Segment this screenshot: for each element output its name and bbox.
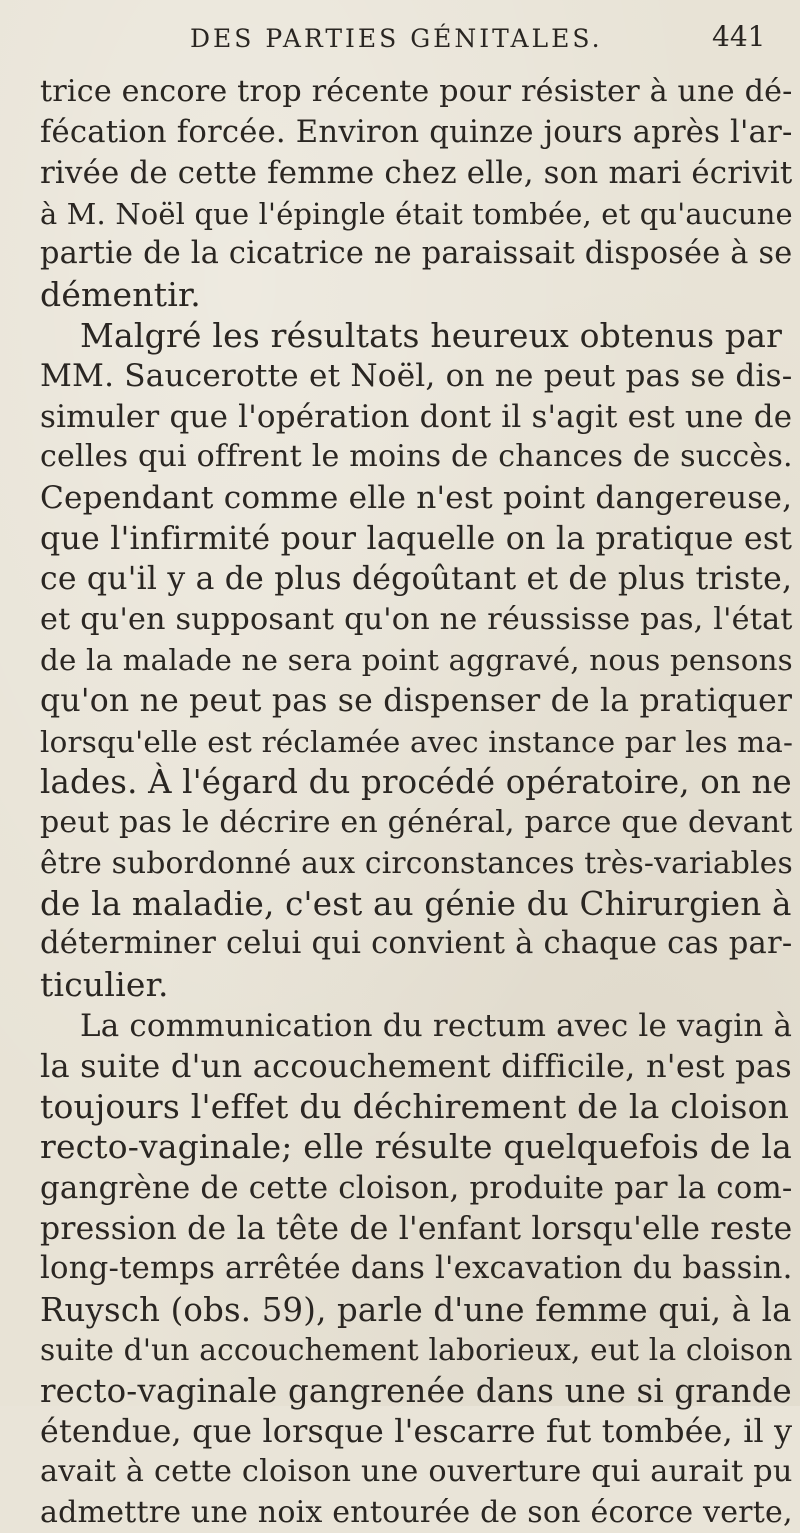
text-line: déterminer celui qui convient à chaque cas par- (40, 926, 793, 962)
text-line: la suite d'un accouchement difficile, n'est pas (40, 1047, 792, 1086)
text-line: et qu'en supposant qu'on ne réussisse pas, l'état (40, 601, 793, 637)
paragraph-start-line: La communication du rectum avec le vagin à (80, 1007, 793, 1044)
paragraph-start-line: Malgré les résultats heureux obtenus par (80, 315, 783, 355)
text-line: long-temps arrêtée dans l'excavation du bassin. (40, 1251, 793, 1287)
text-line: admettre une noix entourée de son écorce verte, (40, 1494, 793, 1530)
text-line: gangrène de cette cloison, produite par la com- (40, 1170, 793, 1207)
text-line: de la maladie, c'est au génie du Chirurgien à (40, 884, 792, 923)
running-head (0, 20, 800, 60)
text-line: rivée de cette femme chez elle, son mari écrivit (40, 155, 793, 192)
text-line: recto-vaginale; elle résulte quelquefois de la (40, 1127, 792, 1167)
text-line: fécation forcée. Environ quinze jours après l'ar- (40, 114, 793, 150)
text-line: recto-vaginale gangrenée dans une si grande (40, 1372, 792, 1410)
text-line: lades. À l'égard du procédé opératoire, on ne (40, 763, 792, 802)
text-line: MM. Saucerotte et Noël, on ne peut pas se dis- (40, 358, 793, 395)
text-line: Ruysch (obs. 59), parle d'une femme qui, à la (40, 1290, 792, 1329)
text-line: avait à cette cloison une ouverture qui aurait pu (40, 1454, 793, 1490)
text-line: de la malade ne sera point aggravé, nous pensons (40, 643, 793, 678)
text-line: toujours l'effet du déchirement de la cloison (40, 1086, 790, 1126)
text-line: qu'on ne peut pas se dispenser de la pratiquer (40, 682, 793, 719)
text-line: suite d'un accouchement laborieux, eut la cloison (40, 1333, 793, 1368)
text-line: trice encore trop récente pour résister à une dé- (40, 74, 793, 109)
text-line: simuler que l'opération dont il s'agit est une de (40, 398, 793, 435)
text-line: étendue, que lorsque l'escarre fut tombée, il y (40, 1413, 793, 1450)
text-line: lorsqu'elle est réclamée avec instance par les ma- (40, 724, 794, 759)
text-line: celles qui offrent le moins de chances de succès. (40, 439, 793, 475)
text-line: ticulier. (40, 965, 169, 1005)
text-line: pression de la tête de l'enfant lorsqu'elle reste (40, 1210, 793, 1247)
text-line: que l'infirmité pour laquelle on la pratique est (40, 520, 793, 557)
body-text (40, 72, 792, 1533)
page-number: 441 (712, 20, 766, 53)
text-line: démentir. (40, 274, 201, 314)
running-title: DES PARTIES GÉNITALES. (190, 24, 603, 53)
text-line: à M. Noël que l'épingle était tombée, et qu'aucune (40, 196, 793, 231)
text-line: être subordonné aux circonstances très-variables (40, 845, 793, 881)
text-line: Cependant comme elle n'est point dangereuse, (40, 479, 793, 516)
text-line: partie de la cicatrice ne paraissait disposée à se (40, 236, 793, 272)
text-line: peut pas le décrire en général, parce que devant (40, 804, 793, 840)
text-line: ce qu'il y a de plus dégoûtant et de plus triste, (40, 561, 793, 598)
